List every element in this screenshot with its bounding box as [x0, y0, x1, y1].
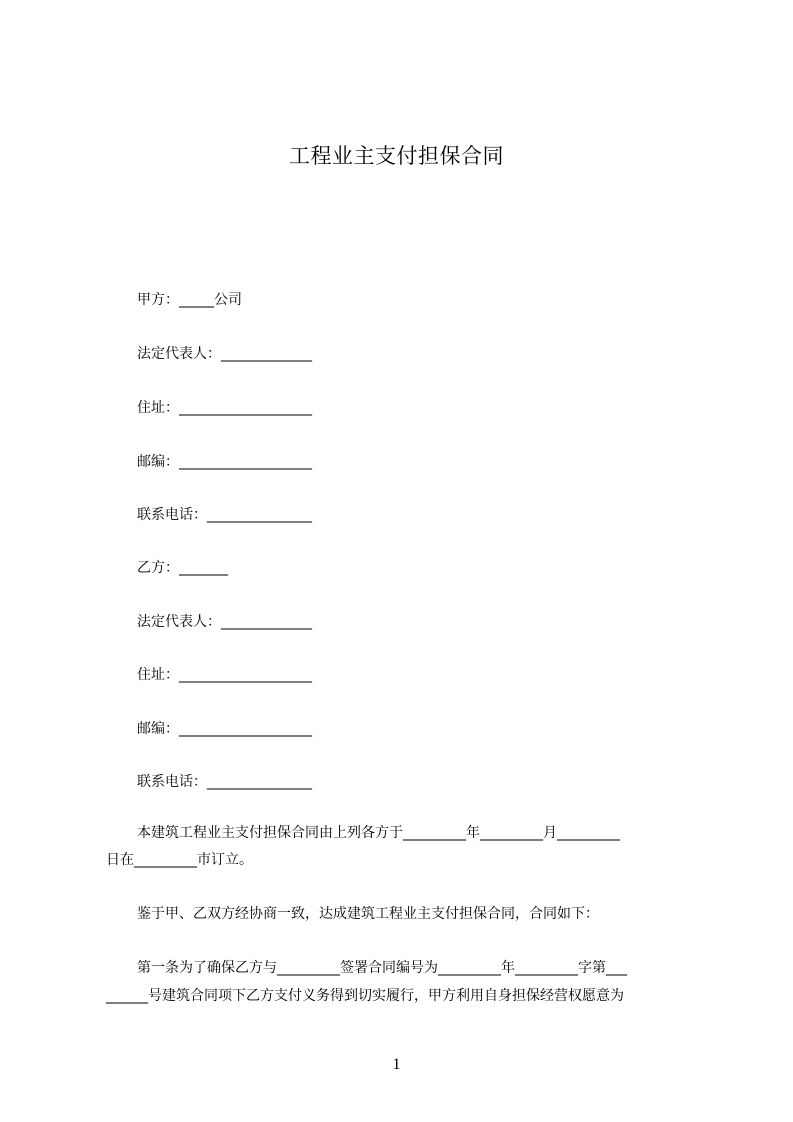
intro-paragraph-line-2: 日在_________市订立。 [106, 852, 253, 868]
page-number: 1 [392, 1056, 401, 1073]
party-b-address: 住址：___________________ [137, 667, 312, 683]
article-1-line-1: 第一条为了确保乙方与_________签署合同编号为_________年_________字第___ [137, 960, 627, 976]
party-b-postcode: 邮编：___________________ [137, 721, 312, 737]
article-1-line-2: ______号建筑合同项下乙方支付义务得到切实履行，甲方利用自身担保经营权愿意为 [106, 988, 624, 1004]
whereas-paragraph: 鉴于甲、乙双方经协商一致，达成建筑工程业主支付担保合同，合同如下： [137, 906, 599, 922]
intro-paragraph-line-1: 本建筑工程业主支付担保合同由上列各方于_________年_________月_________ [137, 825, 620, 841]
party-a-postcode: 邮编：___________________ [137, 454, 312, 470]
page-title: 工程业主支付担保合同 [289, 144, 504, 168]
party-a-address: 住址：___________________ [137, 400, 312, 416]
party-a-legal-representative: 法定代表人：_____________ [137, 346, 312, 362]
party-a-phone: 联系电话：_______________ [137, 507, 312, 523]
party-b-phone: 联系电话：_______________ [137, 774, 312, 790]
party-b-legal-representative: 法定代表人：_____________ [137, 614, 312, 630]
party-b-name: 乙方：_______ [137, 560, 228, 576]
party-a-name: 甲方：_____公司 [137, 292, 242, 308]
